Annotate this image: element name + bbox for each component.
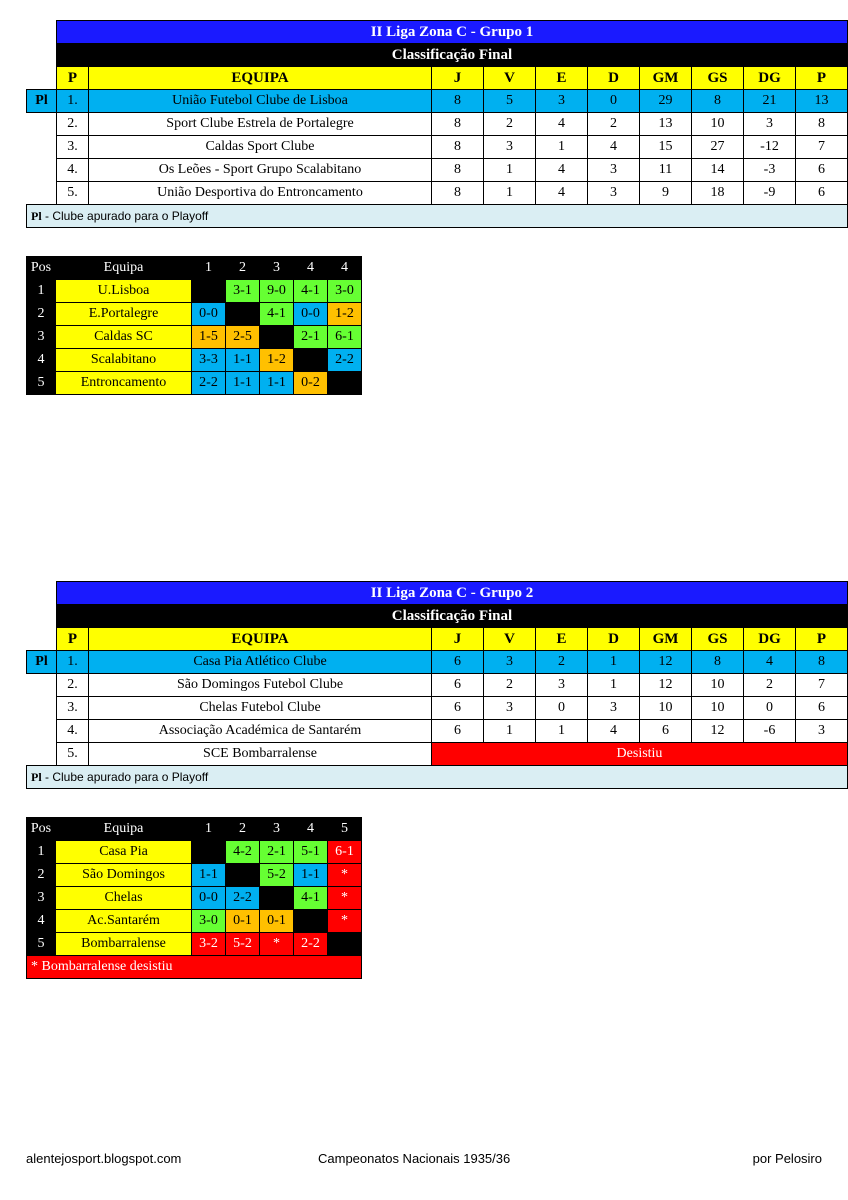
matrix-result: 4-1 xyxy=(294,280,328,303)
matrix-result: 0-1 xyxy=(226,910,260,933)
cell-j: 6 xyxy=(432,697,484,720)
matrix-result: 5-1 xyxy=(294,841,328,864)
col-header-e: E xyxy=(536,628,588,651)
matrix-result: 1-2 xyxy=(328,303,362,326)
cell-v: 2 xyxy=(484,674,536,697)
matrix-header-col: 3 xyxy=(260,818,294,841)
matrix-result: 1-1 xyxy=(260,372,294,395)
matrix-result: 4-2 xyxy=(226,841,260,864)
table-row xyxy=(27,136,848,159)
cell-d: 1 xyxy=(588,651,640,674)
matrix-row xyxy=(27,280,362,303)
cell-e: 2 xyxy=(536,651,588,674)
col-header-dg: DG xyxy=(744,628,796,651)
cell-team: Os Leões - Sport Grupo Scalabitano xyxy=(89,159,432,182)
matrix-pos: 2 xyxy=(27,303,56,326)
cell-pos: 5. xyxy=(57,182,89,205)
withdrawal-note: * Bombarralense desistiu xyxy=(27,956,362,979)
matrix-header-col: 5 xyxy=(328,818,362,841)
cell-team: União Futebol Clube de Lisboa xyxy=(89,90,432,113)
cell-e: 4 xyxy=(536,159,588,182)
legend-abbr: Pl xyxy=(31,208,42,223)
matrix-header-col: 3 xyxy=(260,257,294,280)
cell-pos: 4. xyxy=(57,720,89,743)
cell-team: Caldas Sport Clube xyxy=(89,136,432,159)
group-1-standings xyxy=(26,20,848,228)
matrix-header-col: 4 xyxy=(294,818,328,841)
matrix-pos: 4 xyxy=(27,910,56,933)
col-header-gm: GM xyxy=(640,67,692,90)
matrix-row xyxy=(27,887,362,910)
cell-d: 4 xyxy=(588,136,640,159)
matrix-result: 2-2 xyxy=(192,372,226,395)
matrix-diagonal xyxy=(294,349,328,372)
cell-points: 3 xyxy=(796,720,848,743)
matrix-result: 9-0 xyxy=(260,280,294,303)
matrix-row xyxy=(27,910,362,933)
col-header-team: EQUIPA xyxy=(89,67,432,90)
cell-v: 5 xyxy=(484,90,536,113)
cell-v: 1 xyxy=(484,182,536,205)
cell-gm: 11 xyxy=(640,159,692,182)
matrix-team: Casa Pia xyxy=(56,841,192,864)
matrix-result: 6-1 xyxy=(328,841,362,864)
matrix-team: Caldas SC xyxy=(56,326,192,349)
matrix-diagonal xyxy=(192,280,226,303)
col-header-points: P xyxy=(796,628,848,651)
cell-v: 1 xyxy=(484,159,536,182)
cell-dg: 2 xyxy=(744,674,796,697)
footer-site: alentejosport.blogspot.com xyxy=(26,1151,182,1166)
matrix-row xyxy=(27,349,362,372)
matrix-header-team: Equipa xyxy=(56,257,192,280)
cell-pos: 1. xyxy=(57,90,89,113)
playoff-legend xyxy=(27,766,848,789)
matrix-result: 1-1 xyxy=(294,864,328,887)
results-matrix xyxy=(26,256,362,395)
cell-pos: 1. xyxy=(57,651,89,674)
col-header-j: J xyxy=(432,628,484,651)
cell-v: 3 xyxy=(484,136,536,159)
col-header-pos: P xyxy=(57,67,89,90)
col-header-j: J xyxy=(432,67,484,90)
matrix-result: 2-1 xyxy=(294,326,328,349)
cell-team: União Desportiva do Entroncamento xyxy=(89,182,432,205)
cell-pos: 4. xyxy=(57,159,89,182)
col-header-gs: GS xyxy=(692,67,744,90)
matrix-result: 3-3 xyxy=(192,349,226,372)
cell-e: 1 xyxy=(536,136,588,159)
cell-d: 4 xyxy=(588,720,640,743)
cell-v: 2 xyxy=(484,113,536,136)
matrix-team: Bombarralense xyxy=(56,933,192,956)
cell-gm: 15 xyxy=(640,136,692,159)
matrix-result: 0-0 xyxy=(192,303,226,326)
table-row xyxy=(27,697,848,720)
cell-team: Associação Académica de Santarém xyxy=(89,720,432,743)
col-header-v: V xyxy=(484,628,536,651)
playoff-legend xyxy=(27,205,848,228)
matrix-result: 2-2 xyxy=(226,887,260,910)
cell-e: 3 xyxy=(536,674,588,697)
matrix-pos: 1 xyxy=(27,841,56,864)
cell-points: 8 xyxy=(796,651,848,674)
cell-gs: 12 xyxy=(692,720,744,743)
col-header-e: E xyxy=(536,67,588,90)
table-row xyxy=(27,651,848,674)
group-2-results-matrix xyxy=(26,817,362,979)
cell-dg: 21 xyxy=(744,90,796,113)
matrix-result: 1-1 xyxy=(226,372,260,395)
cell-dg: -12 xyxy=(744,136,796,159)
cell-j: 8 xyxy=(432,113,484,136)
table-row xyxy=(27,90,848,113)
cell-gs: 8 xyxy=(692,651,744,674)
matrix-result: 2-2 xyxy=(328,349,362,372)
matrix-result: 0-0 xyxy=(192,887,226,910)
col-header-gm: GM xyxy=(640,628,692,651)
cell-team: Sport Clube Estrela de Portalegre xyxy=(89,113,432,136)
matrix-header-pos: Pos xyxy=(27,818,56,841)
cell-team: SCE Bombarralense xyxy=(89,743,432,766)
cell-d: 2 xyxy=(588,113,640,136)
matrix-result: 2-5 xyxy=(226,326,260,349)
matrix-row xyxy=(27,303,362,326)
matrix-team: Scalabitano xyxy=(56,349,192,372)
cell-j: 6 xyxy=(432,674,484,697)
cell-j: 8 xyxy=(432,136,484,159)
matrix-result: * xyxy=(328,864,362,887)
matrix-result: 1-2 xyxy=(260,349,294,372)
cell-d: 3 xyxy=(588,697,640,720)
cell-gs: 8 xyxy=(692,90,744,113)
cell-pos: 3. xyxy=(57,136,89,159)
cell-gm: 13 xyxy=(640,113,692,136)
cell-pos: 2. xyxy=(57,113,89,136)
group-2-standings xyxy=(26,581,848,789)
matrix-row xyxy=(27,864,362,887)
matrix-result: 5-2 xyxy=(260,864,294,887)
cell-d: 0 xyxy=(588,90,640,113)
cell-e: 4 xyxy=(536,182,588,205)
table-subtitle: Classificação Final xyxy=(57,44,848,67)
cell-gm: 12 xyxy=(640,674,692,697)
legend-abbr: Pl xyxy=(31,769,42,784)
legend-text: - Clube apurado para o Playoff xyxy=(41,769,209,784)
matrix-result: * xyxy=(328,887,362,910)
table-row xyxy=(27,743,848,766)
group-1-results-matrix xyxy=(26,256,362,395)
table-row xyxy=(27,720,848,743)
matrix-team: U.Lisboa xyxy=(56,280,192,303)
cell-e: 0 xyxy=(536,697,588,720)
matrix-result: * xyxy=(328,910,362,933)
standings-table xyxy=(26,581,848,789)
col-header-gs: GS xyxy=(692,628,744,651)
cell-d: 3 xyxy=(588,159,640,182)
cell-j: 6 xyxy=(432,651,484,674)
cell-gs: 27 xyxy=(692,136,744,159)
matrix-result: 1-5 xyxy=(192,326,226,349)
table-row xyxy=(27,674,848,697)
col-header-d: D xyxy=(588,67,640,90)
matrix-team: Chelas xyxy=(56,887,192,910)
matrix-result: 0-2 xyxy=(294,372,328,395)
matrix-diagonal xyxy=(328,933,362,956)
col-header-team: EQUIPA xyxy=(89,628,432,651)
matrix-result: 0-1 xyxy=(260,910,294,933)
matrix-team: Ac.Santarém xyxy=(56,910,192,933)
col-header-points: P xyxy=(796,67,848,90)
matrix-result: 3-1 xyxy=(226,280,260,303)
matrix-pos: 4 xyxy=(27,349,56,372)
cell-j: 8 xyxy=(432,159,484,182)
matrix-pos: 3 xyxy=(27,326,56,349)
cell-j: 6 xyxy=(432,720,484,743)
matrix-pos: 2 xyxy=(27,864,56,887)
cell-gm: 12 xyxy=(640,651,692,674)
matrix-row xyxy=(27,326,362,349)
matrix-result: 3-0 xyxy=(192,910,226,933)
matrix-result: 3-2 xyxy=(192,933,226,956)
legend-text: - Clube apurado para o Playoff xyxy=(41,208,209,223)
cell-e: 4 xyxy=(536,113,588,136)
cell-gm: 10 xyxy=(640,697,692,720)
matrix-header-col: 2 xyxy=(226,257,260,280)
table-row xyxy=(27,113,848,136)
matrix-team: Entroncamento xyxy=(56,372,192,395)
cell-gs: 10 xyxy=(692,697,744,720)
matrix-header-pos: Pos xyxy=(27,257,56,280)
matrix-result: 6-1 xyxy=(328,326,362,349)
cell-dg: -9 xyxy=(744,182,796,205)
col-header-d: D xyxy=(588,628,640,651)
matrix-result: 3-0 xyxy=(328,280,362,303)
cell-j: 8 xyxy=(432,182,484,205)
matrix-result: 2-2 xyxy=(294,933,328,956)
cell-gs: 10 xyxy=(692,674,744,697)
matrix-header-col: 1 xyxy=(192,818,226,841)
cell-points: 6 xyxy=(796,697,848,720)
matrix-header-col: 1 xyxy=(192,257,226,280)
playoff-badge: Pl xyxy=(27,90,57,113)
cell-dg: -6 xyxy=(744,720,796,743)
matrix-result: 4-1 xyxy=(260,303,294,326)
cell-d: 1 xyxy=(588,674,640,697)
cell-gs: 14 xyxy=(692,159,744,182)
matrix-result: 4-1 xyxy=(294,887,328,910)
matrix-result: 2-1 xyxy=(260,841,294,864)
matrix-pos: 1 xyxy=(27,280,56,303)
cell-points: 13 xyxy=(796,90,848,113)
matrix-row xyxy=(27,841,362,864)
matrix-result: 0-0 xyxy=(294,303,328,326)
standings-table xyxy=(26,20,848,228)
cell-dg: 0 xyxy=(744,697,796,720)
cell-team: São Domingos Futebol Clube xyxy=(89,674,432,697)
matrix-row xyxy=(27,933,362,956)
cell-gs: 18 xyxy=(692,182,744,205)
matrix-header-col: 2 xyxy=(226,818,260,841)
cell-e: 1 xyxy=(536,720,588,743)
footer-title: Campeonatos Nacionais 1935/36 xyxy=(318,1151,511,1166)
cell-points: 8 xyxy=(796,113,848,136)
playoff-badge: Pl xyxy=(27,651,57,674)
cell-dg: 4 xyxy=(744,651,796,674)
col-header-v: V xyxy=(484,67,536,90)
matrix-result: 5-2 xyxy=(226,933,260,956)
matrix-result: 1-1 xyxy=(192,864,226,887)
cell-e: 3 xyxy=(536,90,588,113)
matrix-result: 1-1 xyxy=(226,349,260,372)
matrix-diagonal xyxy=(260,326,294,349)
matrix-header-col: 4 xyxy=(294,257,328,280)
matrix-team: São Domingos xyxy=(56,864,192,887)
matrix-pos: 3 xyxy=(27,887,56,910)
cell-gm: 9 xyxy=(640,182,692,205)
cell-team: Chelas Futebol Clube xyxy=(89,697,432,720)
results-matrix xyxy=(26,817,362,979)
table-row xyxy=(27,182,848,205)
cell-v: 3 xyxy=(484,651,536,674)
matrix-result: * xyxy=(260,933,294,956)
col-header-dg: DG xyxy=(744,67,796,90)
matrix-diagonal xyxy=(328,372,362,395)
cell-gs: 10 xyxy=(692,113,744,136)
cell-j: 8 xyxy=(432,90,484,113)
table-title: II Liga Zona C - Grupo 1 xyxy=(57,21,848,44)
cell-pos: 3. xyxy=(57,697,89,720)
cell-pos: 2. xyxy=(57,674,89,697)
cell-team: Casa Pia Atlético Clube xyxy=(89,651,432,674)
cell-v: 3 xyxy=(484,697,536,720)
footer-author: por Pelosiro xyxy=(752,1151,822,1166)
cell-points: 7 xyxy=(796,674,848,697)
cell-dg: 3 xyxy=(744,113,796,136)
col-header-pos: P xyxy=(57,628,89,651)
cell-d: 3 xyxy=(588,182,640,205)
matrix-diagonal xyxy=(260,887,294,910)
withdrawn-status: Desistiu xyxy=(432,743,848,766)
table-subtitle: Classificação Final xyxy=(57,605,848,628)
matrix-header-team: Equipa xyxy=(56,818,192,841)
matrix-pos: 5 xyxy=(27,372,56,395)
matrix-diagonal xyxy=(226,864,260,887)
cell-points: 6 xyxy=(796,159,848,182)
cell-points: 7 xyxy=(796,136,848,159)
cell-dg: -3 xyxy=(744,159,796,182)
cell-gm: 29 xyxy=(640,90,692,113)
cell-points: 6 xyxy=(796,182,848,205)
matrix-diagonal xyxy=(294,910,328,933)
cell-v: 1 xyxy=(484,720,536,743)
matrix-diagonal xyxy=(226,303,260,326)
matrix-diagonal xyxy=(192,841,226,864)
table-title: II Liga Zona C - Grupo 2 xyxy=(57,582,848,605)
matrix-pos: 5 xyxy=(27,933,56,956)
cell-pos: 5. xyxy=(57,743,89,766)
table-row xyxy=(27,159,848,182)
matrix-row xyxy=(27,372,362,395)
matrix-team: E.Portalegre xyxy=(56,303,192,326)
cell-gm: 6 xyxy=(640,720,692,743)
matrix-header-col: 4 xyxy=(328,257,362,280)
